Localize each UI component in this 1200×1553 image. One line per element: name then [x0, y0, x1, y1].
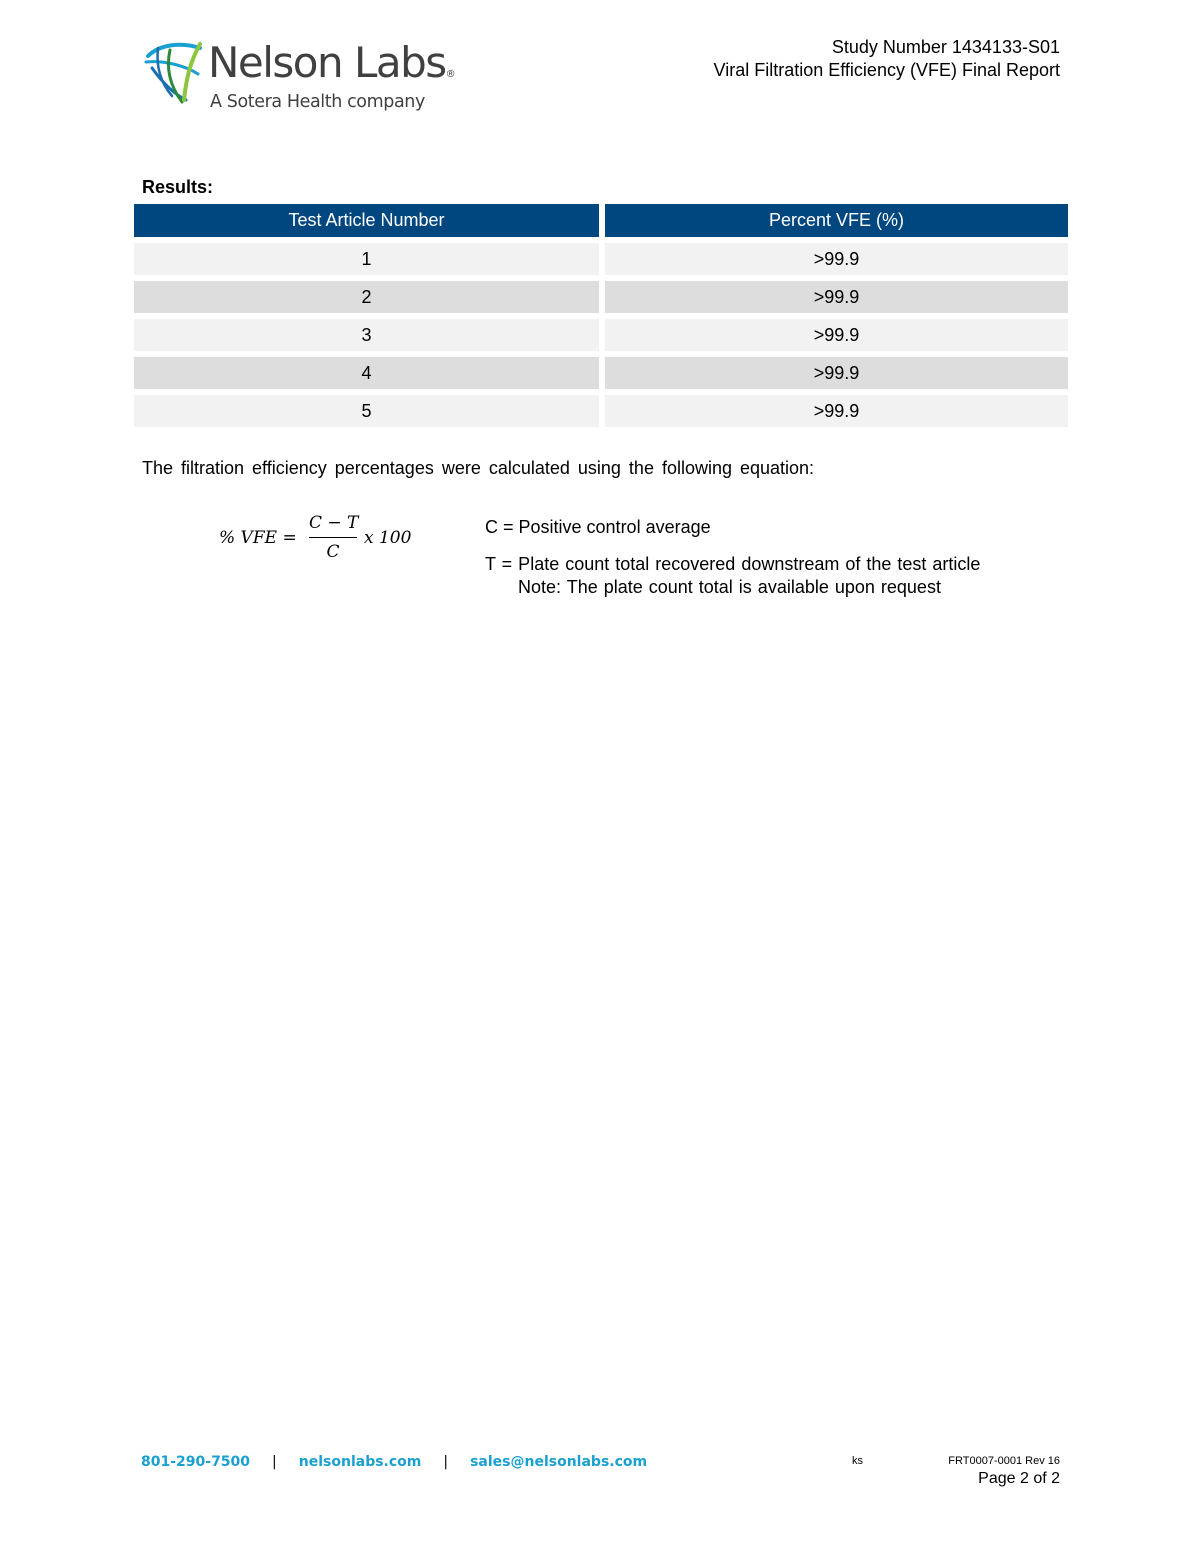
equation-fraction — [309, 512, 357, 563]
vfe-equation — [219, 512, 419, 568]
vfe-value-cell: >99.9 — [605, 395, 1068, 427]
results-table — [134, 204, 1068, 433]
table-row — [134, 243, 1068, 275]
article-number-cell: 5 — [134, 395, 599, 427]
table-row — [134, 395, 1068, 427]
logo-tagline: A Sotera Health company — [210, 92, 425, 112]
article-number-cell: 1 — [134, 243, 599, 275]
article-number-cell: 3 — [134, 319, 599, 351]
article-number-cell: 2 — [134, 281, 599, 313]
form-id: FRT0007-0001 Rev 16 — [948, 1455, 1060, 1467]
company-logo — [142, 38, 462, 118]
definition-c: C = Positive control average — [485, 517, 711, 537]
email-link[interactable]: sales@nelsonlabs.com — [470, 1454, 648, 1470]
equation-lhs: % VFE = — [219, 528, 297, 548]
article-number-cell: 4 — [134, 357, 599, 389]
results-heading: Results: — [142, 177, 214, 197]
calculation-intro: The filtration efficiency percentages were calculated using the following equation: — [142, 458, 815, 478]
report-title: Viral Filtration Efficiency (VFE) Final Report — [713, 60, 1060, 80]
definition-t: T = Plate count total recovered downstream of the test article — [485, 554, 981, 574]
equation-numerator: C − T — [309, 513, 359, 533]
table-row — [134, 319, 1068, 351]
vfe-value-cell: >99.9 — [605, 319, 1068, 351]
table-row — [134, 357, 1068, 389]
table-row — [134, 281, 1068, 313]
column-header-article: Test Article Number — [134, 204, 599, 237]
study-number: Study Number 1434133-S01 — [831, 37, 1060, 57]
page-number: Page 2 of 2 — [978, 1470, 1060, 1487]
equation-rhs: x 100 — [364, 528, 412, 548]
report-header — [714, 36, 1060, 82]
table-header-row — [134, 204, 1068, 237]
plate-count-note: Note: The plate count total is available upon request — [518, 577, 941, 597]
vfe-value-cell: >99.9 — [605, 281, 1068, 313]
footer-separator: | — [443, 1454, 449, 1470]
author-initials: ks — [852, 1455, 863, 1467]
column-header-vfe: Percent VFE (%) — [605, 204, 1068, 237]
logo-wordmark: Nelson Labs® — [208, 38, 456, 87]
globe-logo-icon — [142, 38, 208, 108]
registered-mark: ® — [445, 69, 456, 80]
website-link[interactable]: nelsonlabs.com — [298, 1454, 422, 1470]
phone-link[interactable]: 801-290-7500 — [141, 1454, 251, 1470]
footer-contact — [141, 1454, 647, 1470]
equation-denominator: C — [326, 542, 340, 562]
vfe-value-cell: >99.9 — [605, 357, 1068, 389]
vfe-value-cell: >99.9 — [605, 243, 1068, 275]
fraction-bar — [309, 537, 357, 538]
footer-separator: | — [272, 1454, 277, 1470]
